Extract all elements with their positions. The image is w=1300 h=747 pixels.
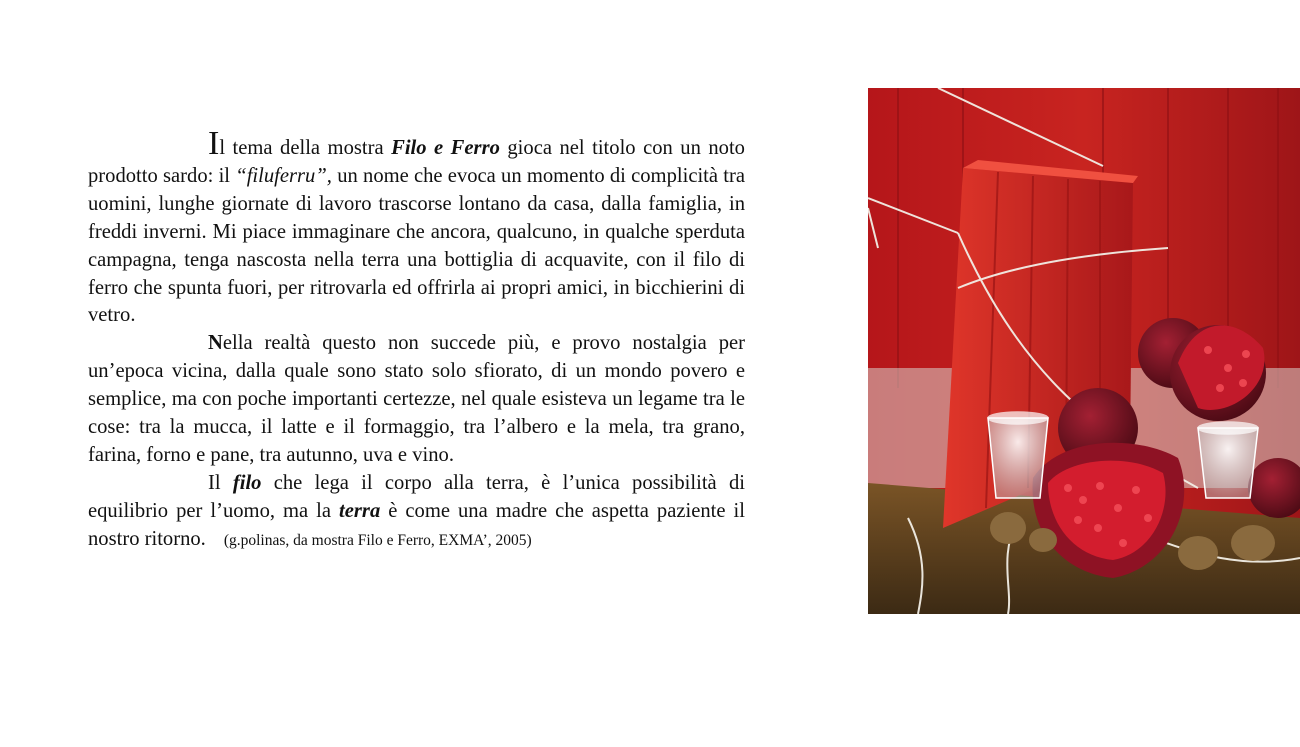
still-life-photo [868, 88, 1300, 614]
paragraph-1 [88, 125, 745, 330]
paragraph-3 [88, 470, 745, 555]
text-run: l tema della mostra [219, 137, 392, 159]
text-run: che lega il corpo alla terra, è l’unica possibilità di equilibrio per l’uomo, ma la [88, 471, 745, 522]
drop-cap: I [208, 125, 220, 162]
quoted-term: “filuferru”, [235, 164, 332, 187]
emphasis-terra: terra [339, 499, 381, 522]
text-run: è come una madre che aspetta paziente il nostro ritorno. [88, 499, 745, 550]
emphasis-filo: filo [232, 471, 262, 494]
bold-initial: N [208, 332, 223, 355]
text-run: ella realtà questo non succede più, e provo nostalgia per un’epoca vicina, dalla quale sono stato solo sfiorato, di un mondo povero e semplice, ma con poche importanti certezze, nel quale esisteva un legame tra le cose: tra la mucca, il latte e il formaggio, tra l’albero e la mela, tra grano, farina, forno e pane, tra autunno, uva e vino. [88, 332, 745, 466]
text-run: un nome che evoca un momento di complicità tra uomini, lunghe giornate di lavoro trascorse lontano da casa, dalla famiglia, in freddi inverni. Mi piace immaginare che ancora, qualcuno, in qualche sperduta campagna, tenga nascosta nella terra una bottiglia di acquavite, con il filo di ferro che spunta fuori, per ritrovarla ed offrirla ai propri amici, in bicchierini di vetro. [88, 164, 745, 327]
exhibition-title: Filo e Ferro [391, 137, 500, 159]
article-text [88, 125, 745, 555]
paragraph-2 [88, 330, 745, 470]
credit-line: (g.polinas, da mostra Filo e Ferro, EXMA’, 2005) [223, 531, 532, 549]
text-run: Il [208, 471, 233, 494]
photo-illustration [868, 88, 1300, 614]
text-run: gioca nel titolo con un noto prodotto sardo: il [88, 137, 745, 187]
